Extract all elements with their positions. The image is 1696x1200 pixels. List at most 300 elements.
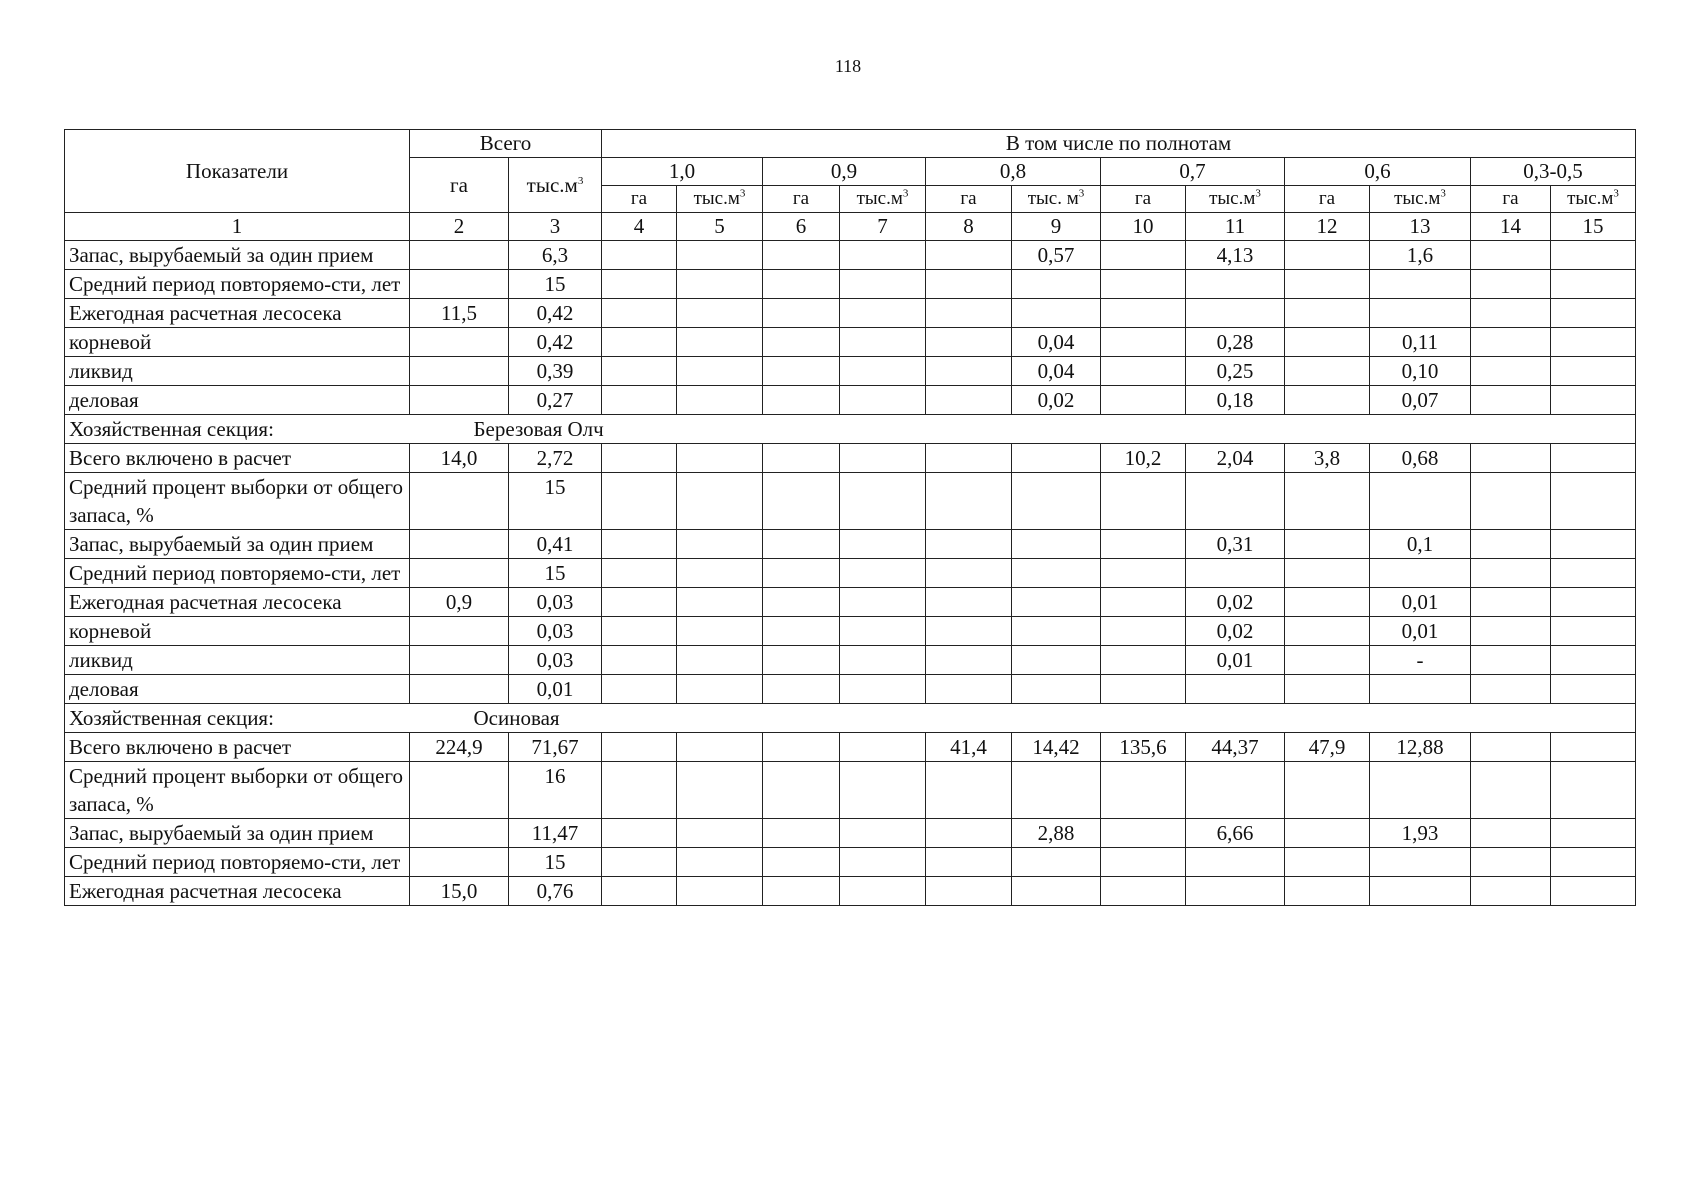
table-cell — [677, 270, 763, 299]
row-label: Средний период повторяемо-сти, лет — [65, 559, 410, 588]
header-total: Всего — [410, 130, 602, 158]
table-cell: 2,72 — [509, 444, 602, 473]
table-cell — [840, 357, 926, 386]
table-cell — [926, 444, 1012, 473]
table-row — [65, 386, 1636, 415]
table-row — [65, 241, 1636, 270]
table-cell: 0,03 — [509, 617, 602, 646]
table-cell — [1101, 819, 1186, 848]
table-row — [65, 444, 1636, 473]
table-cell — [1370, 848, 1471, 877]
table-cell — [763, 819, 840, 848]
table-cell — [1370, 299, 1471, 328]
table-cell: 4,13 — [1186, 241, 1285, 270]
table-cell — [1551, 762, 1636, 819]
table-cell — [1101, 559, 1186, 588]
table-cell — [1285, 357, 1370, 386]
table-cell: 0,02 — [1186, 617, 1285, 646]
table-cell: 15 — [509, 848, 602, 877]
table-row — [65, 646, 1636, 675]
table-cell — [1285, 328, 1370, 357]
table-cell — [602, 473, 677, 530]
table-cell — [840, 877, 926, 906]
table-cell: 0,07 — [1370, 386, 1471, 415]
table-cell — [1101, 762, 1186, 819]
table-row — [65, 733, 1636, 762]
table-cell — [1471, 386, 1551, 415]
table-row — [65, 270, 1636, 299]
table-cell — [763, 357, 840, 386]
header-volume: $тыс.м^3$ — [677, 186, 763, 213]
table-cell: 0,42 — [509, 299, 602, 328]
table-cell — [1101, 357, 1186, 386]
table-row — [65, 877, 1636, 906]
table-cell — [1101, 473, 1186, 530]
table-cell — [677, 241, 763, 270]
table-row — [65, 588, 1636, 617]
table-cell — [410, 762, 509, 819]
table-cell — [410, 530, 509, 559]
row-label: ликвид — [65, 357, 410, 386]
table-row — [65, 762, 1636, 819]
table-cell — [840, 299, 926, 328]
table-cell — [763, 733, 840, 762]
table-cell — [1471, 588, 1551, 617]
header-ha: га — [926, 186, 1012, 213]
table-cell — [1285, 299, 1370, 328]
table-cell — [1471, 819, 1551, 848]
row-label: Запас, вырубаемый за один прием — [65, 819, 410, 848]
table-cell — [1551, 241, 1636, 270]
table-cell: 0,28 — [1186, 328, 1285, 357]
column-number: 2 — [410, 213, 509, 241]
table-cell — [1551, 386, 1636, 415]
table-cell — [410, 617, 509, 646]
table-cell — [926, 877, 1012, 906]
table-cell — [926, 530, 1012, 559]
table-cell — [1471, 877, 1551, 906]
table-cell — [1101, 530, 1186, 559]
table-cell — [840, 588, 926, 617]
table-cell — [1012, 646, 1101, 675]
table-cell — [677, 473, 763, 530]
table-cell — [763, 299, 840, 328]
table-cell — [410, 675, 509, 704]
header-total-ha: га — [410, 158, 509, 213]
table-cell: 0,31 — [1186, 530, 1285, 559]
section-name-cell — [410, 415, 1636, 444]
table-cell: 0,03 — [509, 588, 602, 617]
table-cell — [1101, 386, 1186, 415]
table-cell: 0,76 — [509, 877, 602, 906]
table-cell: 0,1 — [1370, 530, 1471, 559]
column-number: 10 — [1101, 213, 1186, 241]
table-cell: 0,18 — [1186, 386, 1285, 415]
table-cell — [926, 762, 1012, 819]
table-cell — [677, 328, 763, 357]
table-cell — [763, 675, 840, 704]
table-cell: - — [1370, 646, 1471, 675]
table-cell — [1285, 877, 1370, 906]
column-number: 13 — [1370, 213, 1471, 241]
table-cell — [763, 444, 840, 473]
table-cell — [1471, 473, 1551, 530]
table-row — [65, 357, 1636, 386]
table-row — [65, 530, 1636, 559]
table-cell: 11,5 — [410, 299, 509, 328]
table-cell: 15,0 — [410, 877, 509, 906]
table-cell — [1101, 617, 1186, 646]
table-cell — [1370, 877, 1471, 906]
table-row — [65, 328, 1636, 357]
table-cell — [602, 386, 677, 415]
table-cell: 6,3 — [509, 241, 602, 270]
table-cell — [763, 386, 840, 415]
table-cell — [1551, 270, 1636, 299]
table-cell — [763, 328, 840, 357]
table-cell — [1012, 762, 1101, 819]
table-cell: 14,0 — [410, 444, 509, 473]
header-density: 0,3-0,5 — [1471, 158, 1636, 186]
table-row — [65, 819, 1636, 848]
table-cell — [926, 357, 1012, 386]
table-cell — [1285, 530, 1370, 559]
table-cell: 0,01 — [509, 675, 602, 704]
table-row — [65, 299, 1636, 328]
table-cell — [1551, 819, 1636, 848]
table-cell: 0,42 — [509, 328, 602, 357]
table-cell — [1370, 473, 1471, 530]
table-cell — [926, 848, 1012, 877]
table-cell — [1012, 675, 1101, 704]
table-cell — [763, 762, 840, 819]
row-label: деловая — [65, 675, 410, 704]
table-cell — [1285, 270, 1370, 299]
table-cell: 0,57 — [1012, 241, 1101, 270]
table-cell — [602, 328, 677, 357]
table-cell — [1285, 848, 1370, 877]
table-cell — [1285, 646, 1370, 675]
table-cell — [763, 588, 840, 617]
table-cell — [1471, 530, 1551, 559]
row-label: Ежегодная расчетная лесосека — [65, 588, 410, 617]
table-cell — [1471, 762, 1551, 819]
table-cell: 0,04 — [1012, 328, 1101, 357]
table-cell — [1101, 877, 1186, 906]
header-volume: $тыс.м^3$ — [1551, 186, 1636, 213]
header-ha: га — [1101, 186, 1186, 213]
table-cell — [1551, 530, 1636, 559]
table-cell — [602, 530, 677, 559]
table-cell — [1285, 386, 1370, 415]
table-cell — [1101, 241, 1186, 270]
table-cell — [1101, 646, 1186, 675]
table-cell — [1012, 617, 1101, 646]
table-cell — [763, 559, 840, 588]
forest-table — [64, 129, 1636, 906]
table-cell: 0,68 — [1370, 444, 1471, 473]
header-indicators: Показатели — [65, 130, 410, 213]
table-cell — [840, 646, 926, 675]
row-label: Ежегодная расчетная лесосека — [65, 877, 410, 906]
header-density: 1,0 — [602, 158, 763, 186]
table-cell — [602, 617, 677, 646]
table-body — [65, 241, 1636, 906]
table-cell — [677, 530, 763, 559]
table-cell — [840, 559, 926, 588]
table-cell — [1285, 559, 1370, 588]
column-number: 8 — [926, 213, 1012, 241]
table-cell — [1370, 270, 1471, 299]
table-cell — [1101, 270, 1186, 299]
row-label: Средний период повторяемо-сти, лет — [65, 848, 410, 877]
table-cell: 0,10 — [1370, 357, 1471, 386]
table-cell — [677, 588, 763, 617]
table-cell — [1186, 299, 1285, 328]
table-cell: 0,01 — [1370, 588, 1471, 617]
row-label: Запас, вырубаемый за один прием — [65, 241, 410, 270]
table-cell — [410, 328, 509, 357]
table-cell: 15 — [509, 270, 602, 299]
row-label: ликвид — [65, 646, 410, 675]
table-cell — [677, 646, 763, 675]
table-cell — [840, 819, 926, 848]
table-row — [65, 675, 1636, 704]
table-cell — [763, 848, 840, 877]
section-label: Хозяйственная секция: — [65, 415, 410, 444]
table-cell: 44,37 — [1186, 733, 1285, 762]
header-total-volume: $тыс.м^3$ — [509, 158, 602, 213]
table-cell — [602, 877, 677, 906]
column-number: 15 — [1551, 213, 1636, 241]
table-cell — [1551, 848, 1636, 877]
table-cell — [1370, 675, 1471, 704]
table-cell — [763, 270, 840, 299]
table-cell — [1551, 646, 1636, 675]
table-cell: 0,01 — [1370, 617, 1471, 646]
header-ha: га — [1471, 186, 1551, 213]
table-cell — [1285, 762, 1370, 819]
table-cell: 2,04 — [1186, 444, 1285, 473]
table-cell — [1101, 675, 1186, 704]
table-cell: 15 — [509, 473, 602, 530]
table-cell — [926, 241, 1012, 270]
table-cell: 224,9 — [410, 733, 509, 762]
section-name-cell — [410, 704, 1636, 733]
table-cell — [602, 241, 677, 270]
table-cell — [1370, 559, 1471, 588]
table-cell — [763, 530, 840, 559]
table-cell: 1,93 — [1370, 819, 1471, 848]
table-cell — [1285, 675, 1370, 704]
table-cell: 11,47 — [509, 819, 602, 848]
table-cell — [1012, 299, 1101, 328]
table-cell: 0,02 — [1012, 386, 1101, 415]
table-cell — [926, 328, 1012, 357]
table-cell — [677, 762, 763, 819]
table-cell — [602, 762, 677, 819]
section-name: Осиновая — [473, 706, 560, 730]
page-number: 118 — [834, 56, 862, 76]
table-cell — [1471, 848, 1551, 877]
header-density: 0,6 — [1285, 158, 1471, 186]
table-cell — [602, 588, 677, 617]
table-cell — [763, 473, 840, 530]
table-cell: 135,6 — [1101, 733, 1186, 762]
row-label: Всего включено в расчет — [65, 444, 410, 473]
table-cell — [840, 444, 926, 473]
table-cell — [410, 559, 509, 588]
table-cell — [1551, 328, 1636, 357]
table-cell: 16 — [509, 762, 602, 819]
table-cell — [602, 819, 677, 848]
table-cell — [1186, 473, 1285, 530]
table-cell — [1101, 588, 1186, 617]
table-cell — [1471, 559, 1551, 588]
table-cell: 0,02 — [1186, 588, 1285, 617]
table-cell — [1471, 357, 1551, 386]
table-cell — [410, 386, 509, 415]
table-cell — [1012, 270, 1101, 299]
row-label: Средний процент выборки от общего запаса, % — [65, 473, 410, 530]
table-cell — [1101, 328, 1186, 357]
header-ha: га — [763, 186, 840, 213]
column-number: 1 — [65, 213, 410, 241]
table-cell — [1285, 819, 1370, 848]
table-cell — [1012, 530, 1101, 559]
table-cell — [1471, 270, 1551, 299]
table-cell: 2,88 — [1012, 819, 1101, 848]
table-row — [65, 617, 1636, 646]
section-row — [65, 704, 1636, 733]
column-number: 3 — [509, 213, 602, 241]
table-cell — [1471, 617, 1551, 646]
table-cell — [1471, 444, 1551, 473]
table-cell — [410, 848, 509, 877]
column-number-row — [65, 213, 1636, 241]
table-cell: 10,2 — [1101, 444, 1186, 473]
table-cell — [1551, 877, 1636, 906]
table-cell: 1,6 — [1370, 241, 1471, 270]
column-number: 6 — [763, 213, 840, 241]
table-cell — [602, 357, 677, 386]
table-cell: 0,9 — [410, 588, 509, 617]
table-cell — [1012, 848, 1101, 877]
table-cell: 3,8 — [1285, 444, 1370, 473]
row-label: корневой — [65, 617, 410, 646]
table-cell — [677, 617, 763, 646]
table-cell: 41,4 — [926, 733, 1012, 762]
table-cell — [677, 386, 763, 415]
table-cell — [840, 386, 926, 415]
table-cell — [1471, 733, 1551, 762]
table-cell: 0,01 — [1186, 646, 1285, 675]
table-cell — [410, 473, 509, 530]
row-label: Всего включено в расчет — [65, 733, 410, 762]
column-number: 14 — [1471, 213, 1551, 241]
table-cell — [926, 675, 1012, 704]
table-cell: 71,67 — [509, 733, 602, 762]
table-cell — [1285, 473, 1370, 530]
table-cell — [926, 617, 1012, 646]
table-cell — [602, 733, 677, 762]
table-cell — [602, 646, 677, 675]
table-cell — [1012, 877, 1101, 906]
table-header — [65, 130, 1636, 241]
table-cell — [602, 848, 677, 877]
table-cell — [763, 241, 840, 270]
table-cell: 14,42 — [1012, 733, 1101, 762]
table-cell — [1471, 675, 1551, 704]
table-cell — [1551, 588, 1636, 617]
column-number: 9 — [1012, 213, 1101, 241]
header-volume: $тыс.м^3$ — [1370, 186, 1471, 213]
section-row — [65, 415, 1636, 444]
header-density: 0,9 — [763, 158, 926, 186]
table-cell — [1370, 762, 1471, 819]
table-cell: 6,66 — [1186, 819, 1285, 848]
table-cell — [763, 646, 840, 675]
table-cell — [677, 733, 763, 762]
table-cell — [840, 762, 926, 819]
table-cell — [677, 559, 763, 588]
table-cell — [840, 270, 926, 299]
table-cell — [840, 241, 926, 270]
table-cell — [926, 559, 1012, 588]
table-cell: 0,04 — [1012, 357, 1101, 386]
table-cell: 0,27 — [509, 386, 602, 415]
row-label: Ежегодная расчетная лесосека — [65, 299, 410, 328]
table-cell — [1551, 617, 1636, 646]
table-cell — [840, 473, 926, 530]
header-by-density: В том числе по полнотам — [602, 130, 1636, 158]
column-number: 12 — [1285, 213, 1370, 241]
table-cell — [926, 386, 1012, 415]
table-cell — [840, 675, 926, 704]
table-cell — [1551, 473, 1636, 530]
table-cell — [1551, 444, 1636, 473]
header-density: 0,8 — [926, 158, 1101, 186]
table-cell — [677, 675, 763, 704]
table-cell — [677, 299, 763, 328]
table-cell — [677, 357, 763, 386]
table-cell — [410, 646, 509, 675]
table-cell: 15 — [509, 559, 602, 588]
table-cell — [1551, 675, 1636, 704]
table-cell — [840, 328, 926, 357]
table-cell — [1471, 328, 1551, 357]
table-cell — [602, 270, 677, 299]
table-cell — [926, 473, 1012, 530]
table-cell — [602, 444, 677, 473]
table-cell — [926, 270, 1012, 299]
table-cell — [926, 819, 1012, 848]
row-label: Запас, вырубаемый за один прием — [65, 530, 410, 559]
table-row — [65, 848, 1636, 877]
table-cell — [1551, 299, 1636, 328]
table-cell — [410, 241, 509, 270]
table-cell — [1471, 241, 1551, 270]
table-cell — [677, 877, 763, 906]
table-cell: 0,39 — [509, 357, 602, 386]
table-cell — [1285, 241, 1370, 270]
table-cell — [926, 588, 1012, 617]
table-cell: 0,25 — [1186, 357, 1285, 386]
table-cell: 0,03 — [509, 646, 602, 675]
table-cell — [926, 299, 1012, 328]
table-cell — [1471, 299, 1551, 328]
table-cell — [602, 675, 677, 704]
